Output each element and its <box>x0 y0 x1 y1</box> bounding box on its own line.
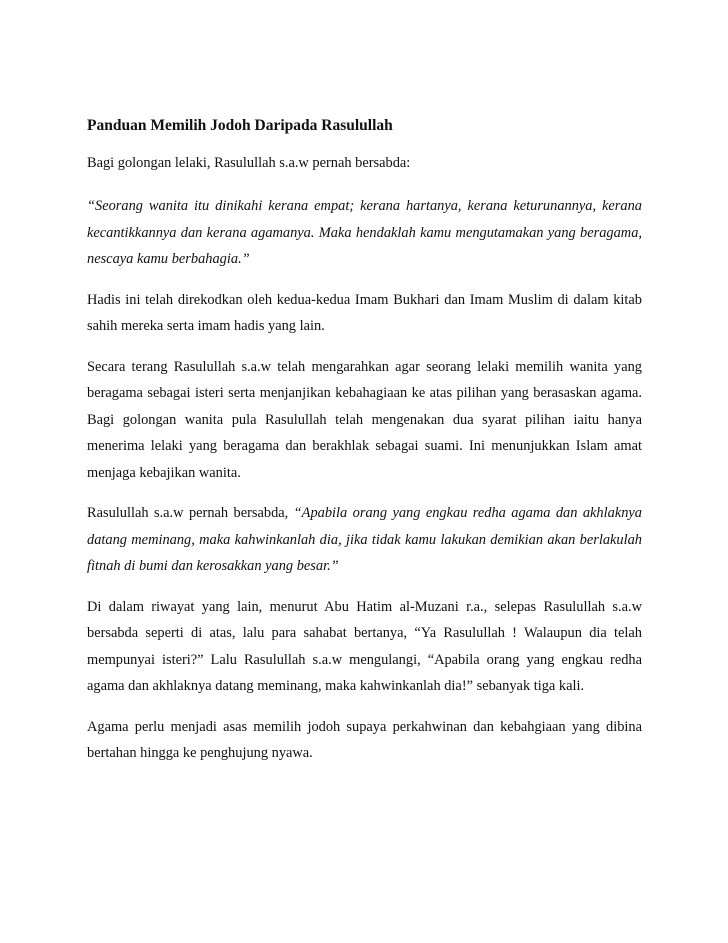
hadith-saying-paragraph <box>87 500 642 580</box>
conclusion-paragraph: Agama perlu menjadi asas memilih jodoh supaya perkahwinan dan kebahgiaan yang dibina bertahan hingga ke penghujung nyawa. <box>87 718 642 761</box>
document-title: Panduan Memilih Jodoh Daripada Rasulullah <box>87 117 393 134</box>
clear-instruction-paragraph: Secara terang Rasulullah s.a.w telah mengarahkan agar seorang lelaki memilih wanita yang beragama sebagai isteri serta menjanjikan kebahagiaan ke atas pilihan yang berasaskan agama. Bagi golongan wanita pula Rasulullah telah mengenakan dua syarat pilihan iaitu hanya menerima lelaki yang beragama dan berakhlak sebagai suami. Ini menunjukkan Islam amat menjaga kebajikan wanita. <box>87 358 642 481</box>
hadith-source-paragraph: Hadis ini telah direkodkan oleh kedua-kedua Imam Bukhari dan Imam Muslim di dalam kitab sahih mereka serta imam hadis yang lain. <box>87 291 642 334</box>
hadith-saying-quote: “Apabila orang yang engkau redha agama dan akhlaknya datang meminang, maka kahwinkanlah dia, jika tidak kamu lakukan demikian akan berlakulah fitnah di bumi dan kerosakkan yang besar.” <box>87 505 642 574</box>
intro-paragraph: Bagi golongan lelaki, Rasulullah s.a.w pernah bersabda: <box>87 155 411 171</box>
hadith-quote: “Seorang wanita itu dinikahi kerana empat; kerana hartanya, kerana keturunannya, kerana kecantikkannya dan kerana agamanya. Maka hendaklah kamu mengutamakan yang beragama, nescaya kamu berbahagia.” <box>87 198 642 267</box>
narration-paragraph: Di dalam riwayat yang lain, menurut Abu Hatim al-Muzani r.a., selepas Rasulullah s.a.w bersabda seperti di atas, lalu para sahabat bertanya, “Ya Rasulullah ! Walaupun dia telah mempunyai isteri?” Lalu Rasulullah s.a.w mengulangi, “Apabila orang yang engkau redha agama dan akhlaknya datang meminang, maka kahwinkanlah dia!” sebanyak tiga kali. <box>87 598 642 694</box>
document-page <box>87 113 642 781</box>
hadith-saying-lead: Rasulullah s.a.w pernah bersabda, <box>87 505 294 521</box>
